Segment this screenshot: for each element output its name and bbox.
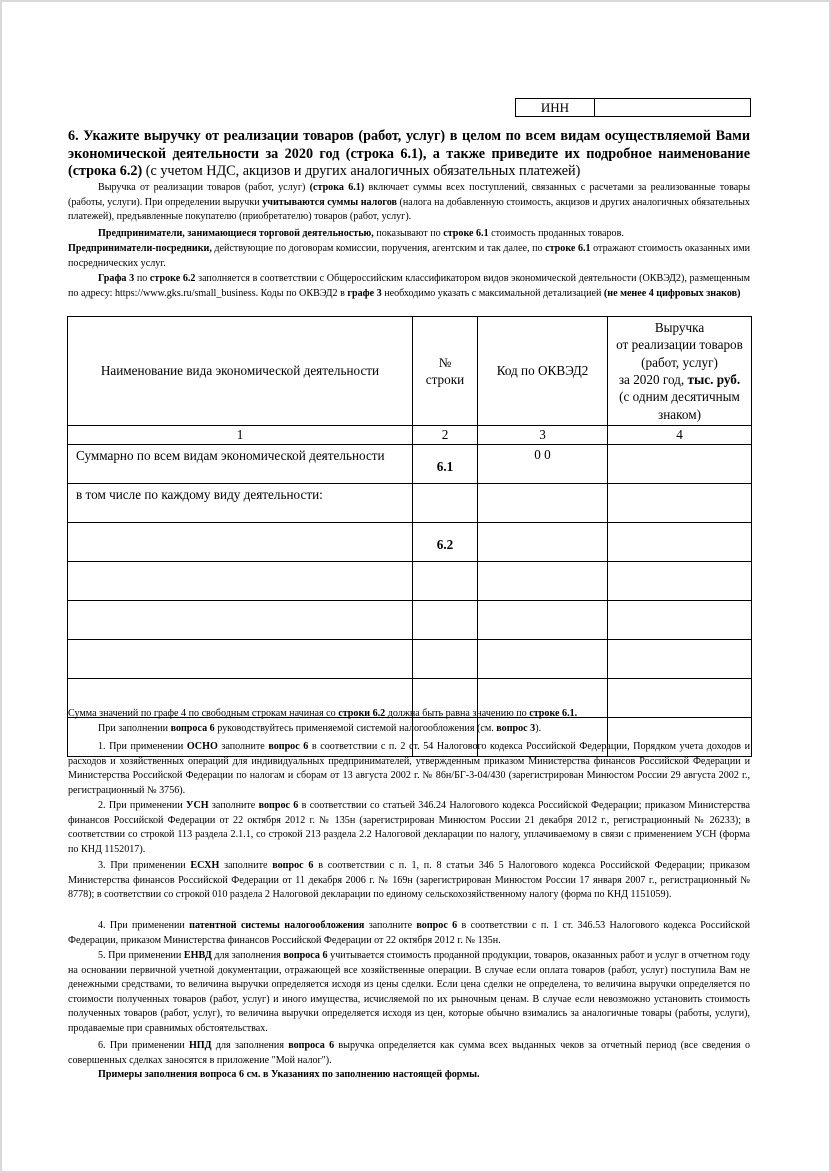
note-patent: 4. При применении патентной системы налогообложения заполните вопрос 6 в соответствии с п. 1 ст. 346.53 Налогового кодекса Российской Федерации, приказом Министерства финансов Российской Федерации от 22 октября 2012 г. № 135н. (68, 920, 751, 946)
inn-label: ИНН (516, 99, 595, 116)
column-number: 4 (608, 426, 752, 445)
revenue-cell[interactable] (608, 444, 752, 483)
note-eshn: 3. При применении ЕСХН заполните вопрос 6 в соответствии с п. 1, п. 8 статьи 346 5 Налогового кодекса Российской Федерации; приказом Министерства финансов Российской Федерации от 11 декабря 2006 г. № 169н (зарегистрирован Минюстом России 17 января 2007 г., регистрационный № 8778); в соответствии со строкой 010 раздела 2 Налоговой декларации по единому сельскохозяйственному налогу (форма по КНД 1151059). (68, 860, 750, 901)
okved-code-cell[interactable]: 0 0 (478, 444, 608, 483)
okved-code-cell[interactable] (478, 600, 608, 639)
column-number: 2 (413, 426, 478, 445)
guide-note: При заполнении вопроса 6 руководствуйтесь применяемой системой налогообложения (см. вопрос 3). (98, 723, 542, 734)
question-title-note: (с учетом НДС, акцизов и других аналогичных обязательных платежей) (142, 163, 581, 179)
revenue-cell[interactable] (608, 483, 752, 522)
intro-paragraph-2: Предприниматели, занимающиеся торговой деятельностью, показывают по строке 6.1 стоимость проданных товаров. (98, 228, 624, 239)
row-number-cell (413, 483, 478, 522)
row-number-cell (413, 639, 478, 678)
okved-code-cell[interactable] (478, 639, 608, 678)
okved-code-cell[interactable] (478, 483, 608, 522)
table-row-including (68, 483, 752, 522)
examples-note: Примеры заполнения вопроса 6 см. в Указаниях по заполнению настоящей формы. (98, 1069, 480, 1080)
note-osno: 1. При применении ОСНО заполните вопрос 6 в соответствии с п. 2 ст. 54 Налогового кодекса Российской Федерации, Порядком учета доходов и расходов и хозяйственных операций для индивидуальных предпринимателей, утвержденным приказом Министерства финансов Российской Федерации и Министерства Российской Федерации по налогам и сборам от 13 августа 2002 г. № 86н/БГ-3-04/430 (зарегистрирован Минюстом России 29 августа 2002 г., регистрационный № 3756). (68, 741, 750, 796)
activity-name-cell[interactable]: Суммарно по всем видам экономической деятельности (68, 444, 413, 483)
revenue-cell[interactable] (608, 600, 752, 639)
table-row (68, 561, 752, 600)
question-6-title (68, 128, 750, 181)
table-row (68, 600, 752, 639)
row-number-cell (413, 561, 478, 600)
activity-name-cell[interactable] (68, 561, 413, 600)
note-usn: 2. При применении УСН заполните вопрос 6 в соответствии со статьей 346.24 Налогового кодекса Российской Федерации; приказом Министерства финансов Российской Федерации от 22 октября 2012 г. № 135н (зарегистрирован Минюстом России 21 декабря 2012 г., регистрационный № 26233); в соответствии со строкой 113 раздела 2.1.1, со строкой 213 раздела 2.2 Налоговой декларации по налогу, уплачиваемому в связи с применением УСН (форма по КНД 1152017). (68, 800, 750, 855)
question-title-bold: 6. Укажите выручку от реализации товаров (работ, услуг) в целом по всем видам осуществляемой Вами экономической деятельности за 2020 год (строка 6.1), а также приведите их подробное наименование (строка 6.2) (68, 128, 750, 179)
sum-note: Сумма значений по графе 4 по свободным строкам начиная со строки 6.2 должна быть равна значению по строке 6.1. (68, 708, 578, 719)
note-npd: 6. При применении НПД для заполнения вопроса 6 выручка определяется как сумма всех выданных чеков за отчетный период (все сведения о совершенных сделках заносятся в приложение "Мой налог"). (68, 1040, 750, 1066)
table-header-row (68, 317, 752, 426)
column-number: 1 (68, 426, 413, 445)
revenue-cell[interactable] (608, 561, 752, 600)
header-okved-code: Код по ОКВЭД2 (478, 317, 608, 426)
revenue-cell[interactable] (608, 639, 752, 678)
row-number-cell (413, 600, 478, 639)
revenue-table (67, 316, 752, 757)
intro-paragraph-1: Выручка от реализации товаров (работ, услуг) (строка 6.1) включает суммы всех поступлений, связанных с расчетами за реализованные товары (работы, услуги). При определении выручки учитываются суммы налогов (налога на добавленную стоимость, акцизов и других аналогичных обязательных платежей), предъявленные покупателю (приобретателю) товаров (работ, услуг). (68, 182, 751, 223)
row-number-cell: 6.1 (413, 444, 478, 483)
column-number: 3 (478, 426, 608, 445)
table-row (68, 639, 752, 678)
inn-field-box (515, 98, 751, 117)
okved-code-cell[interactable] (478, 522, 608, 561)
revenue-cell[interactable] (608, 522, 752, 561)
activity-name-cell[interactable] (68, 639, 413, 678)
header-revenue: Выручка от реализации товаров (работ, услуг) за 2020 год, тыс. руб. (с одним десятичным знаком) (608, 317, 752, 426)
header-activity-name: Наименование вида экономической деятельности (68, 317, 413, 426)
column-number-row (68, 426, 752, 445)
okved-code-cell[interactable] (478, 561, 608, 600)
note-envd: 5. При применении ЕНВД для заполнения вопроса 6 учитывается стоимость проданной продукции, товаров, оказанных работ и услуг в отчетном году на основании первичной учетной документации, отражающей все хозяйственные операции. В случае если оплата товаров (работ, услуг) поступила Вам не денежными средствами, то величина выручки определяется исходя из цены сделки. Если цена сделки не определена, то величина выручки определяется по стоимости полученных товаров (работ, услуг) и иного имущества, исчисляемой по их рыночным ценам. В случае если невозможно установить стоимость полученных товаров (работ, услуг), то величина выручки определяется исходя из цен, которые обычно взимались за аналогичные товары (работы, услуги), продаваемые при сравнимых обстоятельствах. (68, 950, 750, 1034)
intro-paragraph-4: Графа 3 по строке 6.2 заполняется в соответствии с Общероссийским классификатором видов экономической деятельности (ОКВЭД2), размещенным по адресу: https://www.gks.ru/small_business. Коды по ОКВЭД2 в графе 3 необходимо указать с максимальной детализацией (не менее 4 цифровых знаков) (68, 273, 750, 299)
intro-paragraph-3: Предприниматели-посредники, действующие по договорам комиссии, поручения, агентским и так далее, по строке 6.1 отражают стоимость оказанных ими посреднических услуг. (68, 243, 751, 269)
activity-name-cell[interactable] (68, 600, 413, 639)
row-number-cell: 6.2 (413, 522, 478, 561)
activity-name-cell[interactable] (68, 522, 413, 561)
header-row-number: № строки (413, 317, 478, 426)
inn-input[interactable] (595, 99, 750, 116)
table-row-6-2 (68, 522, 752, 561)
activity-name-cell: в том числе по каждому виду деятельности: (68, 483, 413, 522)
table-row-6-1 (68, 444, 752, 483)
